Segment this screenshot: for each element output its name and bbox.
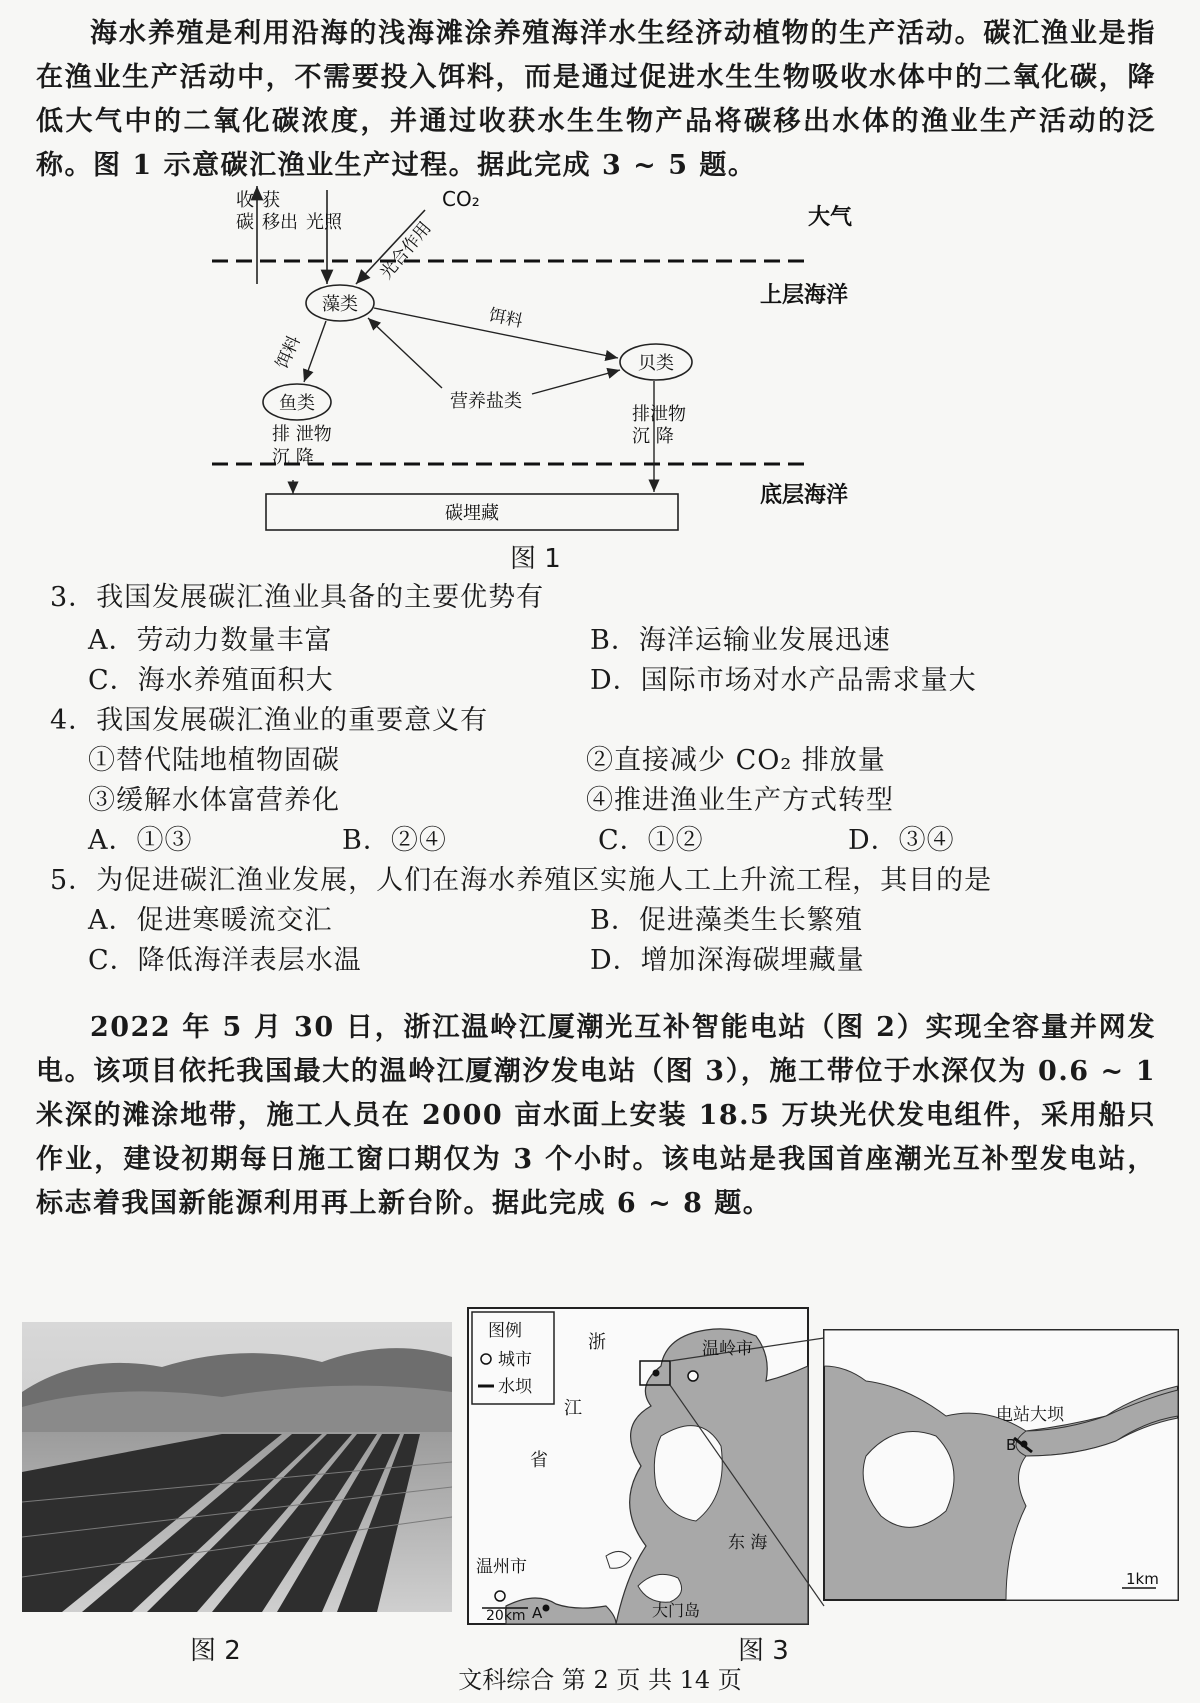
excreta-shellfish-1: 排泄物 (632, 404, 686, 425)
wenzhou-label: 温州市 (476, 1557, 527, 1577)
q5-option-b[interactable]: B．促进藻类生长繁殖 (590, 905, 863, 936)
point-a-label: A (532, 1604, 543, 1622)
fish-label: 鱼类 (279, 393, 315, 414)
harvest-text-3: 获 (262, 190, 280, 211)
q4-option-b[interactable]: B．②④ (342, 825, 447, 856)
excreta-fish-2: 沉 降 (272, 447, 314, 468)
q4-stem: 4．我国发展碳汇渔业的重要意义有 (50, 705, 489, 736)
figure-3-map (466, 1306, 1182, 1626)
photosynthesis-label: 光合作用 (376, 218, 436, 284)
q4-statement-3: ③缓解水体富营养化 (88, 785, 340, 816)
q5-option-d[interactable]: D．增加深海碳埋藏量 (590, 945, 865, 976)
excreta-fish-1: 排 泄物 (272, 424, 332, 445)
harvest-text-4: 移出 (262, 212, 298, 233)
q4-option-a[interactable]: A．①③ (88, 825, 193, 856)
q4-option-c[interactable]: C．①② (598, 825, 704, 856)
layer-atmosphere: 大气 (808, 205, 853, 230)
dam-label: 电站大坝 (996, 1405, 1064, 1425)
nutrients-label: 营养盐类 (450, 391, 522, 412)
wenling-label: 温岭市 (702, 1339, 753, 1359)
q3-stem: 3．我国发展碳汇渔业具备的主要优势有 (50, 582, 545, 613)
point-a-marker (543, 1605, 550, 1612)
feed-label-fish: 饵料 (272, 332, 305, 373)
harvest-text-1: 收 (236, 190, 254, 211)
figure-2-caption: 图 2 (190, 1636, 241, 1666)
nutrient-arrow-algae (368, 318, 442, 388)
q4-statement-1: ①替代陆地植物固碳 (88, 745, 340, 776)
figure-1-diagram (0, 180, 1200, 580)
figure-3-caption: 图 3 (738, 1636, 789, 1666)
q5-stem: 5．为促进碳汇渔业发展，人们在海水养殖区实施人工上升流工程，其目的是 (50, 865, 993, 896)
figure-2-photo (22, 1322, 452, 1612)
page-footer: 文科综合 第 2 页 共 14 页 (458, 1666, 742, 1694)
q4-statement-4: ④推进渔业生产方式转型 (586, 785, 894, 816)
harvest-text-2: 碳 (236, 212, 254, 233)
point-b-label: B (1006, 1436, 1017, 1454)
point-b-marker (1021, 1441, 1028, 1448)
main-scale-label: 20km (486, 1608, 526, 1624)
inset-scale-label: 1km (1126, 1570, 1159, 1588)
shellfish-label: 贝类 (638, 353, 674, 374)
q5-option-c[interactable]: C．降低海洋表层水温 (88, 945, 362, 976)
feed-arrow-fish (304, 321, 326, 382)
damen-label: 大门岛 (652, 1601, 701, 1620)
feed-label-shellfish: 饵料 (486, 305, 525, 332)
province-char-2: 江 (564, 1398, 582, 1419)
wenling-city-symbol (688, 1371, 698, 1381)
east-sea-label: 东 海 (728, 1533, 768, 1553)
legend-dam-label: 水坝 (498, 1377, 532, 1397)
q3-option-c[interactable]: C．海水养殖面积大 (88, 665, 334, 696)
q4-option-d[interactable]: D．③④ (848, 825, 955, 856)
figure-1-caption: 图 1 (510, 544, 561, 574)
tidal-solar-paragraph: 2022 年 5 月 30 日，浙江温岭江厦潮光互补智能电站（图 2）实现全容量并网发电。该项目依托我国最大的温岭江厦潮汐发电站（图 3），施工带位于水深仅为 0.6 ~ 1 米深的滩涂地带，施工人员在 2000 亩水面上安装 18.5 万块光伏发电组件，采用船只作业，建设初期每日施工窗口期仅为 3 个小时。该电站是我国首座潮光互补型发电站，标志着我国新能源利用再上新台阶。据此完成 6 ~ 8 题。 (36, 1012, 1156, 1219)
algae-label: 藻类 (322, 294, 358, 315)
nutrient-arrow-shellfish (532, 370, 620, 394)
q3-option-d[interactable]: D．国际市场对水产品需求量大 (590, 665, 977, 696)
dam-marker-main (653, 1370, 660, 1377)
excreta-shellfish-2: 沉 降 (632, 426, 674, 447)
province-char-3: 省 (530, 1450, 548, 1471)
q5-option-a[interactable]: A．促进寒暖流交汇 (88, 905, 333, 936)
q3-option-a[interactable]: A．劳动力数量丰富 (88, 625, 333, 656)
province-char-1: 浙 (588, 1332, 606, 1353)
wenzhou-city-symbol (495, 1591, 505, 1601)
co2-label: CO₂ (442, 187, 480, 211)
legend-city-label: 城市 (498, 1350, 532, 1370)
carbon-burial-label: 碳埋藏 (445, 503, 499, 524)
layer-upper-ocean: 上层海洋 (760, 283, 849, 308)
light-label: 光照 (306, 212, 342, 233)
layer-bottom-ocean: 底层海洋 (760, 483, 849, 508)
q4-statement-2: ②直接减少 CO₂ 排放量 (586, 745, 886, 776)
q3-option-b[interactable]: B．海洋运输业发展迅速 (590, 625, 891, 656)
intro-paragraph: 海水养殖是利用沿海的浅海滩涂养殖海洋水生经济动植物的生产活动。碳汇渔业是指在渔业生产活动中，不需要投入饵料，而是通过促进水生生物吸收水体中的二氧化碳，降低大气中的二氧化碳浓度，并通过收获水生生物产品将碳移出水体的渔业生产活动的泛称。图 1 示意碳汇渔业生产过程。据此完成 3 ~ 5 题。 (36, 18, 1156, 181)
legend-title: 图例 (488, 1321, 522, 1341)
